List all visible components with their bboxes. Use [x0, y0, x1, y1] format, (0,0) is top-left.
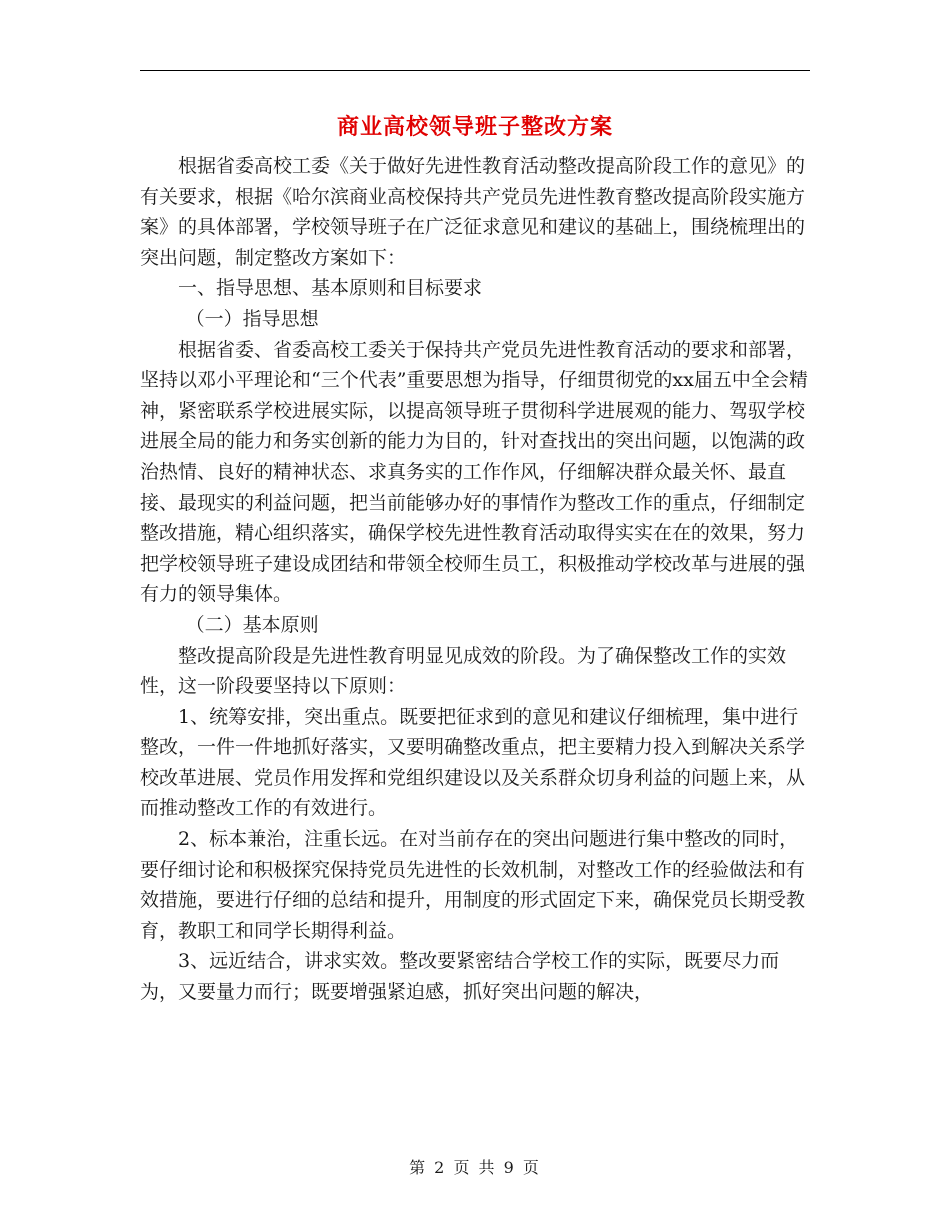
section-heading-1: 一、指导思想、基本原则和目标要求: [178, 277, 483, 300]
paragraph-intro: 根据省委高校工委《关于做好先进性教育活动整改提高阶段工作的意见》的有关要求，根据《哈尔滨商业高校保持共产党员先进性教育整改提高阶段实施方案》的具体部署，学校领导班子在广泛征求意见和建议的基础上，围绕梳理出的突出问题，制定整改方案如下：: [140, 155, 806, 269]
paragraph-principle-1: 1、统筹安排，突出重点。既要把征求到的意见和建议仔细梳理，集中进行整改，一件一件地抓好落实，又要明确整改重点，把主要精力投入到解决关系学校改革进展、党员作用发挥和党组织建设以及关系群众切身利益的问题上来，从而推动整改工作的有效进行。: [140, 705, 806, 820]
page-number: 第 2 页 共 9 页: [409, 1158, 541, 1177]
paragraph-principle-2: 2、标本兼治，注重长远。在对当前存在的突出问题进行集中整改的同时，要仔细讨论和积极探究保持党员先进性的长效机制，对整改工作的经验做法和有效措施，要进行仔细的总结和提升，用制度的形式固定下来，确保党员长期受教育，教职工和同学长期得利益。: [140, 828, 806, 942]
document-title: 商业高校领导班子整改方案: [336, 114, 613, 140]
document-body: [140, 151, 812, 1008]
subsection-heading-guiding-ideology: （一）指导思想: [185, 307, 319, 330]
subsection-heading-basic-principles: （二）基本原则: [185, 613, 319, 636]
paragraph-principle-3: 3、远近结合，讲求实效。整改要紧密结合学校工作的实际，既要尽力而为，又要量力而行；既要增强紧迫感，抓好突出问题的解决，: [140, 950, 780, 1004]
header-rule: [140, 70, 810, 71]
paragraph-principles-intro: 整改提高阶段是先进性教育明显见成效的阶段。为了确保整改工作的实效性，这一阶段要坚持以下原则：: [140, 644, 787, 698]
paragraph-guiding-ideology: 根据省委、省委高校工委关于保持共产党员先进性教育活动的要求和部署，坚持以邓小平理论和“三个代表”重要思想为指导，仔细贯彻党的xx届五中全会精神，紧密联系学校进展实际，以提高领导班子贯彻科学进展观的能力、驾驭学校进展全局的能力和务实创新的能力为目的，针对查找出的突出问题，以饱满的政治热情、良好的精神状态、求真务实的工作作风，仔细解决群众最关怀、最直接、最现实的利益问题，把当前能够办好的事情作为整改工作的重点，仔细制定整改措施，精心组织落实，确保学校先进性教育活动取得实实在在的效果，努力把学校领导班子建设成团结和带领全校师生员工，积极推动学校改革与进展的强有力的领导集体。: [140, 338, 808, 606]
